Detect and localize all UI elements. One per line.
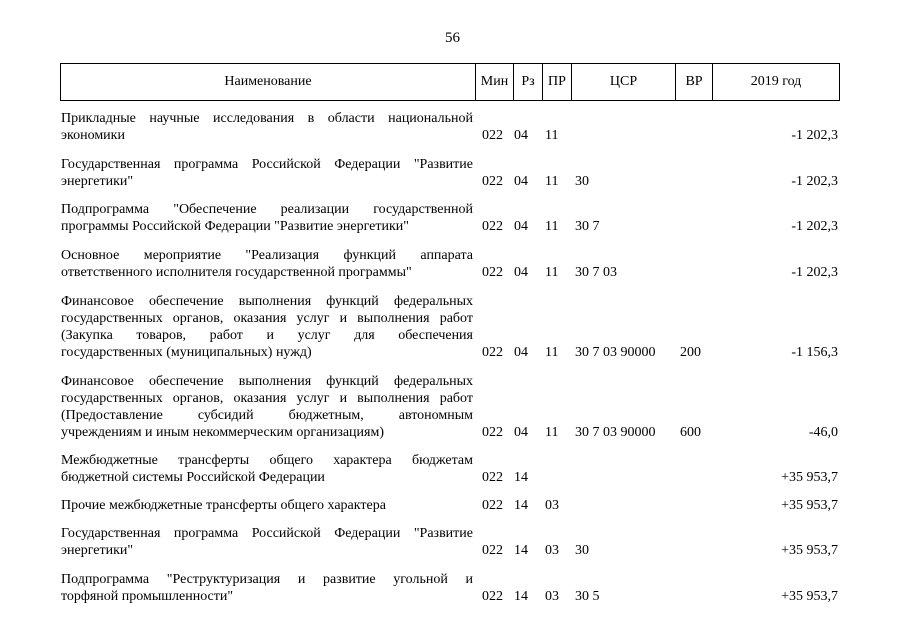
row-min: 022 (482, 174, 503, 189)
row-min: 022 (482, 128, 503, 143)
header-csr: ЦСР (572, 64, 676, 101)
row-csr: 30 7 03 90000 (575, 425, 656, 440)
row-amount: -1 156,3 (791, 345, 838, 360)
header-pr: ПР (543, 64, 572, 101)
row-name-line: (Предоставление субсидий бюджетным, автономным (61, 408, 473, 423)
row-name (61, 525, 473, 559)
row-rz: 14 (514, 589, 528, 604)
row-rz: 04 (514, 174, 528, 189)
row-amount: -1 202,3 (791, 174, 838, 189)
row-csr: 30 5 (575, 589, 600, 604)
row-name-line: (Закупка товаров, работ и услуг для обеспечения (61, 328, 473, 343)
row-min: 022 (482, 543, 503, 558)
row-name-line: государственных органов, оказания услуг и выполнения работ (61, 311, 473, 326)
row-name-line: Государственная программа Российской Федерации "Развитие (61, 526, 473, 541)
row-amount: -46,0 (808, 425, 838, 440)
row-name (61, 156, 473, 190)
row-name-line: программы Российской Федерации "Развитие энергетики" (61, 219, 409, 234)
row-min: 022 (482, 425, 503, 440)
row-pr: 11 (545, 425, 559, 440)
row-pr: 11 (545, 174, 559, 189)
row-pr: 03 (545, 589, 559, 604)
row-name-line: Межбюджетные трансферты общего характера бюджетам (61, 453, 473, 468)
row-min: 022 (482, 470, 503, 485)
row-amount: -1 202,3 (791, 219, 838, 234)
header-vr: ВР (676, 64, 713, 101)
row-name (61, 373, 473, 441)
row-name-line: энергетики" (61, 543, 134, 558)
row-amount: +35 953,7 (781, 589, 838, 604)
row-min: 022 (482, 345, 503, 360)
row-min: 022 (482, 498, 503, 513)
row-pr: 11 (545, 219, 559, 234)
row-csr: 30 (575, 174, 589, 189)
row-rz: 04 (514, 128, 528, 143)
row-name-line: ответственного исполнителя государственной программы" (61, 265, 412, 280)
row-name-line: Финансовое обеспечение выполнения функций федеральных (61, 374, 473, 389)
header-name: Наименование (61, 64, 476, 101)
row-rz: 04 (514, 265, 528, 280)
row-name (61, 293, 473, 361)
row-name-line: учреждениям и иным некоммерческим организациям) (61, 425, 385, 440)
row-amount: +35 953,7 (781, 470, 838, 485)
row-rz: 14 (514, 498, 528, 513)
row-rz: 14 (514, 543, 528, 558)
row-name-line: энергетики" (61, 174, 134, 189)
row-name (61, 452, 473, 486)
row-amount: +35 953,7 (781, 498, 838, 513)
row-csr: 30 7 03 (575, 265, 617, 280)
row-min: 022 (482, 219, 503, 234)
row-rz: 04 (514, 219, 528, 234)
row-name (61, 247, 473, 281)
row-name (61, 201, 473, 235)
row-name-line: экономики (61, 128, 125, 143)
row-name-line: Подпрограмма "Обеспечение реализации государственной (61, 202, 473, 217)
row-name-line: Прочие межбюджетные трансферты общего характера (61, 498, 386, 513)
row-name-line: государственных органов, оказания услуг и выполнения работ (61, 391, 473, 406)
row-rz: 04 (514, 345, 528, 360)
row-name-line: государственных (муниципальных) нужд) (61, 345, 312, 360)
row-csr: 30 7 (575, 219, 600, 234)
row-name (61, 110, 473, 144)
row-amount: -1 202,3 (791, 128, 838, 143)
row-amount: -1 202,3 (791, 265, 838, 280)
row-min: 022 (482, 265, 503, 280)
row-pr: 11 (545, 345, 559, 360)
header-rz: Рз (514, 64, 543, 101)
row-vr: 600 (680, 425, 701, 440)
row-pr: 03 (545, 498, 559, 513)
row-name-line: торфяной промышленности" (61, 589, 234, 604)
row-rz: 14 (514, 470, 528, 485)
row-pr: 11 (545, 128, 559, 143)
row-name-line: Подпрограмма "Реструктуризация и развитие угольной и (61, 572, 473, 587)
row-pr: 11 (545, 265, 559, 280)
row-min: 022 (482, 589, 503, 604)
row-csr: 30 7 03 90000 (575, 345, 656, 360)
row-rz: 04 (514, 425, 528, 440)
row-name-line: Финансовое обеспечение выполнения функций федеральных (61, 294, 473, 309)
page-number: 56 (445, 30, 460, 46)
row-name-line: Прикладные научные исследования в области национальной (61, 111, 473, 126)
row-csr: 30 (575, 543, 589, 558)
row-name-line: бюджетной системы Российской Федерации (61, 470, 325, 485)
header-year: 2019 год (713, 64, 840, 101)
row-vr: 200 (680, 345, 701, 360)
row-amount: +35 953,7 (781, 543, 838, 558)
header-min: Мин (476, 64, 514, 101)
row-pr: 03 (545, 543, 559, 558)
row-name-line: Государственная программа Российской Федерации "Развитие (61, 157, 473, 172)
row-name (61, 571, 473, 605)
row-name (61, 497, 473, 514)
row-name-line: Основное мероприятие "Реализация функций аппарата (61, 248, 473, 263)
